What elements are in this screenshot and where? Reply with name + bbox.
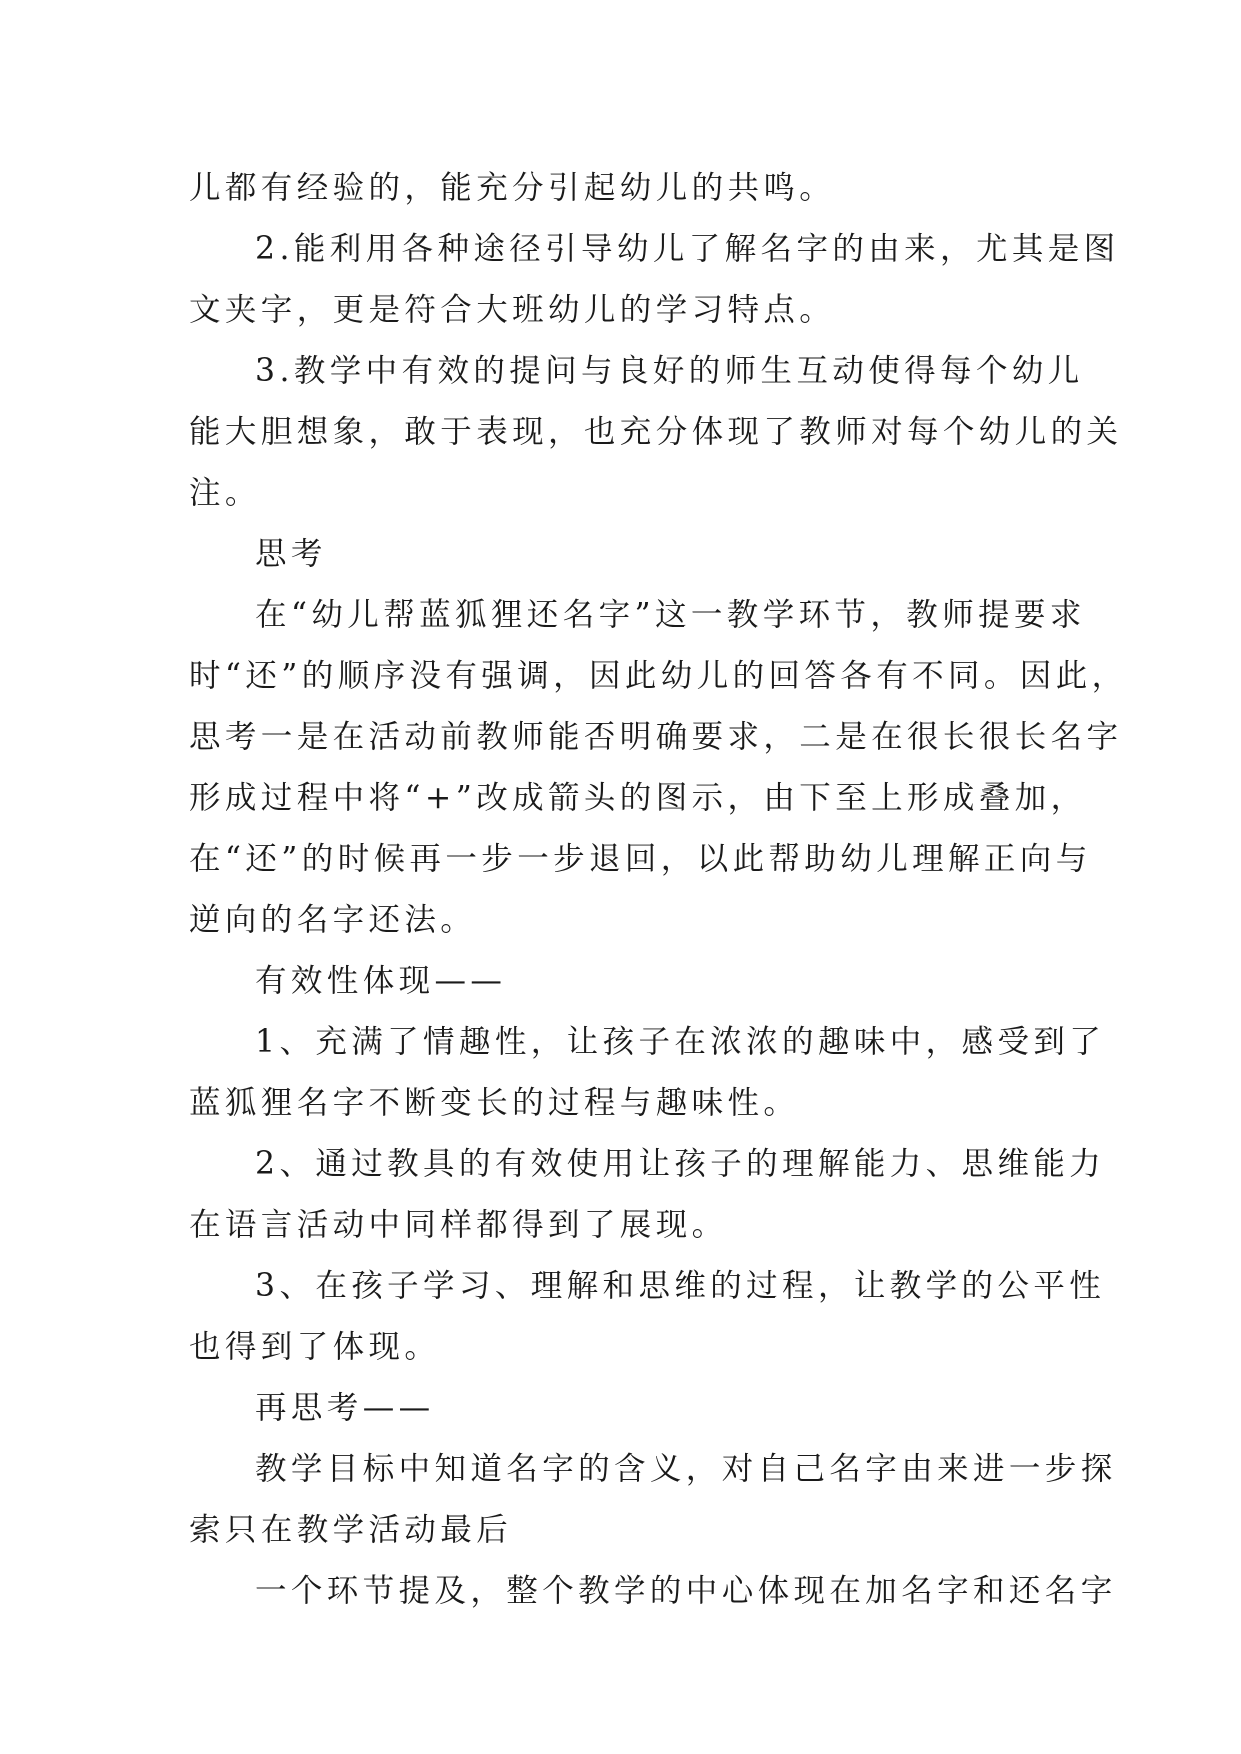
- text-line: 教学目标中知道名字的含义，对自己名字由来进一步探: [255, 1451, 1117, 1487]
- text-line: 在“还”的时候再一步一步退回，以此帮助幼儿理解正向与: [189, 841, 1092, 877]
- text-line: 时“还”的顺序没有强调，因此幼儿的回答各有不同。因此，: [189, 658, 1128, 694]
- section-heading: 有效性体现——: [255, 963, 507, 999]
- text-line: 一个环节提及，整个教学的中心体现在加名字和还名字: [255, 1573, 1117, 1609]
- section-heading: 再思考——: [255, 1390, 435, 1426]
- text-line: 在“幼儿帮蓝狐狸还名字”这一教学环节，教师提要求: [255, 597, 1086, 633]
- text-line: 形成过程中将“+”改成箭头的图示，由下至上形成叠加，: [189, 780, 1087, 816]
- text-line: 儿都有经验的，能充分引起幼儿的共鸣。: [189, 170, 836, 206]
- text-line: 3、在孩子学习、理解和思维的过程，让教学的公平性: [255, 1268, 1106, 1304]
- text-line: 注。: [189, 475, 261, 511]
- text-line: 在语言活动中同样都得到了展现。: [189, 1207, 728, 1243]
- section-heading: 思考: [255, 536, 327, 572]
- text-line: 3.教学中有效的提问与良好的师生互动使得每个幼儿: [255, 353, 1084, 389]
- text-line: 文夹字，更是符合大班幼儿的学习特点。: [189, 292, 836, 328]
- text-line: 思考一是在活动前教师能否明确要求，二是在很长很长名字: [189, 719, 1123, 755]
- text-line: 2、通过教具的有效使用让孩子的理解能力、思维能力: [255, 1146, 1106, 1182]
- text-line: 2.能利用各种途径引导幼儿了解名字的由来，尤其是图: [255, 231, 1120, 267]
- text-line: 蓝狐狸名字不断变长的过程与趣味性。: [189, 1085, 800, 1121]
- text-line: 能大胆想象，敢于表现，也充分体现了教师对每个幼儿的关: [189, 414, 1123, 450]
- text-line: 索只在教学活动最后: [189, 1512, 513, 1548]
- text-line: 也得到了体现。: [189, 1329, 441, 1365]
- text-line: 逆向的名字还法。: [189, 902, 477, 938]
- document-body: [189, 158, 1128, 1622]
- text-line: 1、充满了情趣性，让孩子在浓浓的趣味中，感受到了: [255, 1024, 1106, 1060]
